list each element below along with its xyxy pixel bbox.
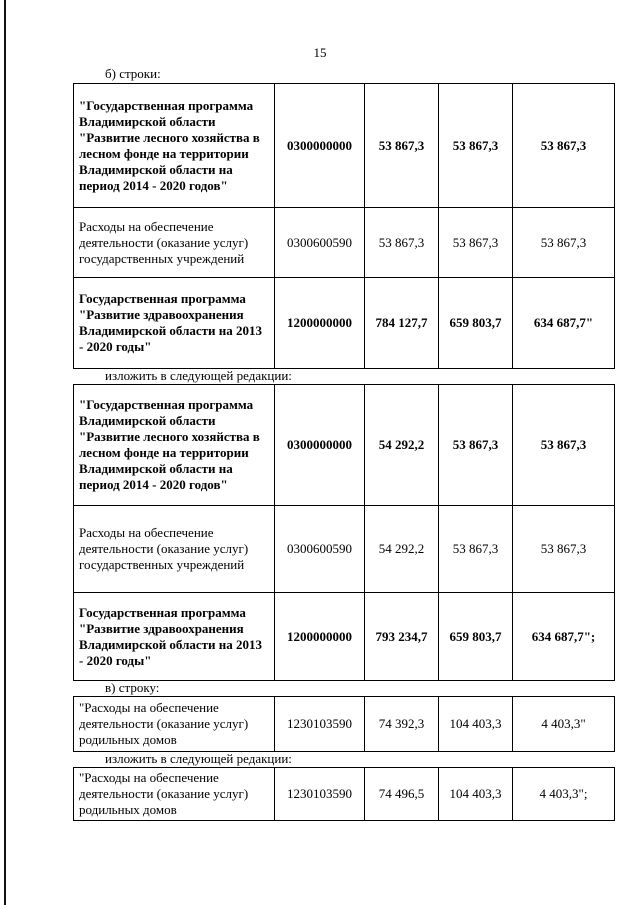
- row-value-1: 784 127,7: [365, 278, 439, 369]
- row-name: "Государственная программа Владимирской области "Развитие лесного хозяйства в лесном фонде на территории Владимирской области на период 2014 - 2020 годов": [74, 84, 275, 208]
- row-value-1: 74 392,3: [365, 697, 439, 752]
- row-value-1: 793 234,7: [365, 593, 439, 681]
- table-row: [74, 84, 615, 208]
- section-intro: б) строки:: [105, 66, 161, 81]
- row-value-3: 53 867,3: [513, 208, 615, 278]
- row-value-3: 634 687,7";: [513, 593, 615, 681]
- row-value-2: 659 803,7: [439, 278, 513, 369]
- row-code: 1200000000: [275, 593, 365, 681]
- row-name: "Расходы на обеспечение деятельности (оказание услуг) родильных домов: [74, 768, 275, 821]
- row-value-3: 53 867,3: [513, 506, 615, 593]
- table-row: [74, 697, 615, 752]
- row-code: 1200000000: [275, 278, 365, 369]
- row-value-1: 53 867,3: [365, 208, 439, 278]
- budget-table: [73, 767, 615, 821]
- row-code: 0300000000: [275, 84, 365, 208]
- budget-table: [73, 83, 615, 369]
- row-value-2: 659 803,7: [439, 593, 513, 681]
- row-code: 0300600590: [275, 506, 365, 593]
- table-row: [74, 208, 615, 278]
- row-code: 0300600590: [275, 208, 365, 278]
- row-value-2: 53 867,3: [439, 84, 513, 208]
- row-value-2: 53 867,3: [439, 385, 513, 506]
- row-value-1: 53 867,3: [365, 84, 439, 208]
- row-code: 1230103590: [275, 697, 365, 752]
- row-value-3: 53 867,3: [513, 84, 615, 208]
- page-number: 15: [313, 45, 327, 60]
- budget-table: [73, 384, 615, 681]
- section-intro: изложить в следующей редакции:: [105, 751, 292, 766]
- row-value-1: 54 292,2: [365, 385, 439, 506]
- row-value-1: 74 496,5: [365, 768, 439, 821]
- section-intro: изложить в следующей редакции:: [105, 368, 292, 383]
- row-code: 1230103590: [275, 768, 365, 821]
- table-row: [74, 768, 615, 821]
- table-row: [74, 593, 615, 681]
- row-value-3: 4 403,3";: [513, 768, 615, 821]
- row-name: "Расходы на обеспечение деятельности (оказание услуг) родильных домов: [74, 697, 275, 752]
- row-name: Государственная программа "Развитие здравоохранения Владимирской области на 2013 - 2020 годы": [74, 278, 275, 369]
- row-name: Расходы на обеспечение деятельности (оказание услуг) государственных учреждений: [74, 506, 275, 593]
- table-row: [74, 278, 615, 369]
- row-code: 0300000000: [275, 385, 365, 506]
- row-value-1: 54 292,2: [365, 506, 439, 593]
- row-value-2: 104 403,3: [439, 768, 513, 821]
- budget-table: [73, 696, 615, 752]
- page-edge-line: [4, 0, 6, 905]
- row-value-3: 634 687,7": [513, 278, 615, 369]
- row-value-3: 4 403,3": [513, 697, 615, 752]
- table-row: [74, 506, 615, 593]
- row-value-2: 53 867,3: [439, 506, 513, 593]
- section-intro: в) строку:: [105, 680, 160, 695]
- row-value-2: 104 403,3: [439, 697, 513, 752]
- row-name: Расходы на обеспечение деятельности (оказание услуг) государственных учреждений: [74, 208, 275, 278]
- row-name: "Государственная программа Владимирской области "Развитие лесного хозяйства в лесном фонде на территории Владимирской области на период 2014 - 2020 годов": [74, 385, 275, 506]
- row-value-2: 53 867,3: [439, 208, 513, 278]
- row-name: Государственная программа "Развитие здравоохранения Владимирской области на 2013 - 2020 годы": [74, 593, 275, 681]
- table-row: [74, 385, 615, 506]
- row-value-3: 53 867,3: [513, 385, 615, 506]
